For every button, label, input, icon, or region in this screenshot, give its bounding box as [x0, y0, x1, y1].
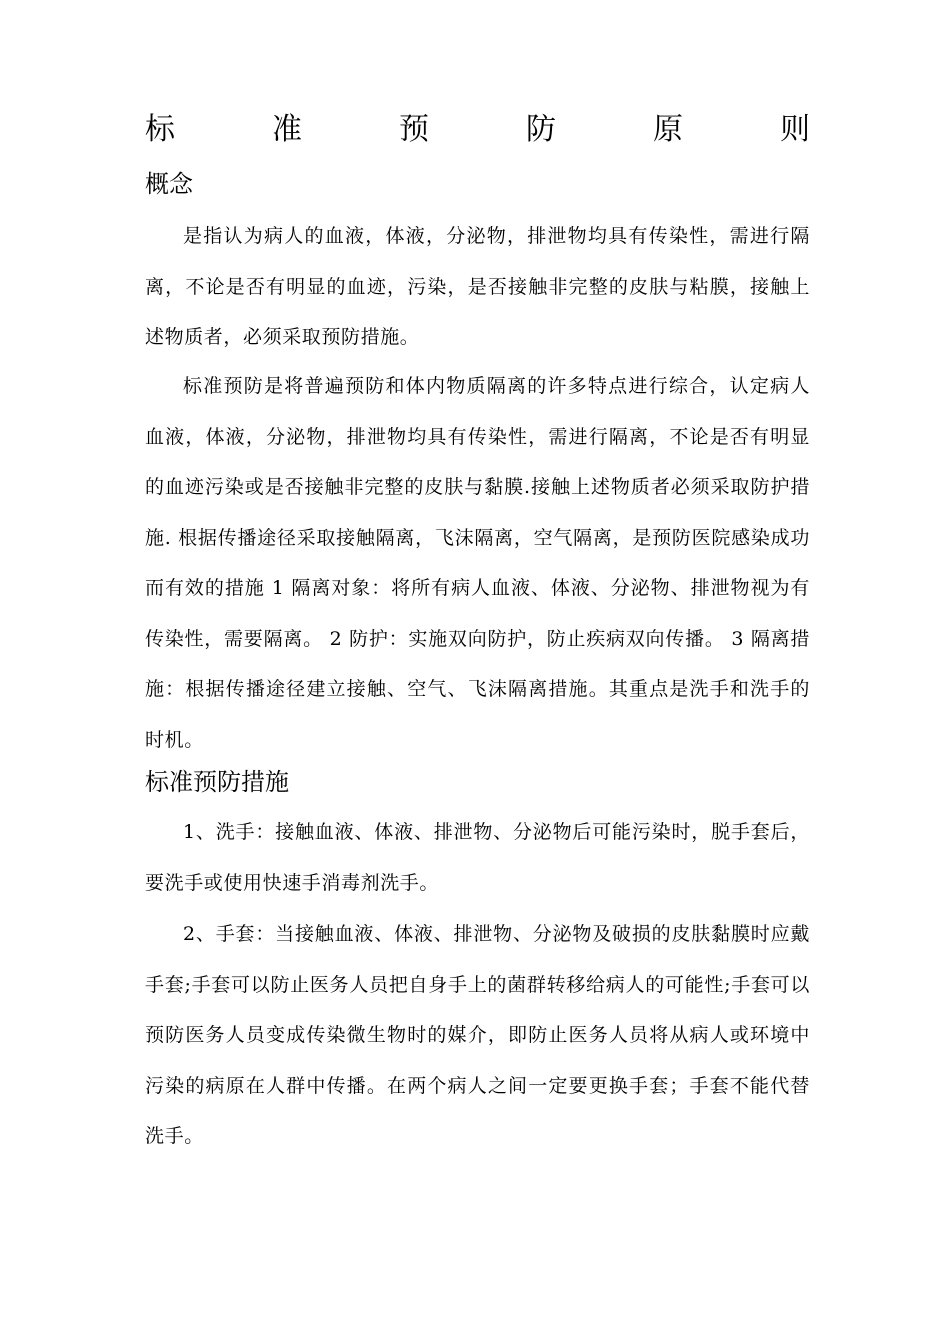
measures-paragraph-handwashing: 1、洗手：接触血液、体液、排泄物、分泌物后可能污染时，脱手套后，要洗手或使用快速手消毒剂洗手。	[145, 821, 810, 894]
concept-heading: 概念	[145, 170, 193, 198]
concept-paragraph-1: 是指认为病人的血液，体液，分泌物，排泄物均具有传染性，需进行隔离，不论是否有明显的血迹，污染，是否接触非完整的皮肤与粘膜，接触上述物质者，必须采取预防措施。	[145, 225, 810, 348]
title-char: 原	[653, 112, 683, 147]
title-char: 则	[780, 112, 810, 147]
document-title	[145, 108, 810, 152]
measures-paragraph-gloves: 2、手套：当接触血液、体液、排泄物、分泌物及破损的皮肤黏膜时应戴手套;手套可以防止医务人员把自身手上的菌群转移给病人的可能性;手套可以预防医务人员变成传染微生物时的媒介，即防止医务人员将从病人或环境中污染的病原在人群中传播。在两个病人之间一定要更换手套；手套不能代替洗手。	[145, 923, 810, 1147]
concept-paragraph-2: 标准预防是将普遍预防和体内物质隔离的许多特点进行综合，认定病人血液，体液，分泌物，排泄物均具有传染性，需进行隔离，不论是否有明显的血迹污染或是否接触非完整的皮肤与黏膜.接触上述物质者必须采取防护措施. 根据传播途径采取接触隔离，飞沫隔离，空气隔离，是预防医院感染成功而有效的措施 1 隔离对象：将所有病人血液、体液、分泌物、排泄物视为有传染性，需要隔离。 2 防护：实施双向防护，防止疾病双向传播。 3 隔离措施：根据传播途径建立接触、空气、飞沫隔离措施。其重点是洗手和洗手的时机。	[145, 375, 810, 751]
title-char: 预	[399, 112, 429, 147]
title-char: 防	[526, 112, 556, 147]
title-char: 标	[145, 112, 175, 147]
measures-heading: 标准预防措施	[145, 768, 289, 796]
title-char: 准	[272, 112, 302, 147]
